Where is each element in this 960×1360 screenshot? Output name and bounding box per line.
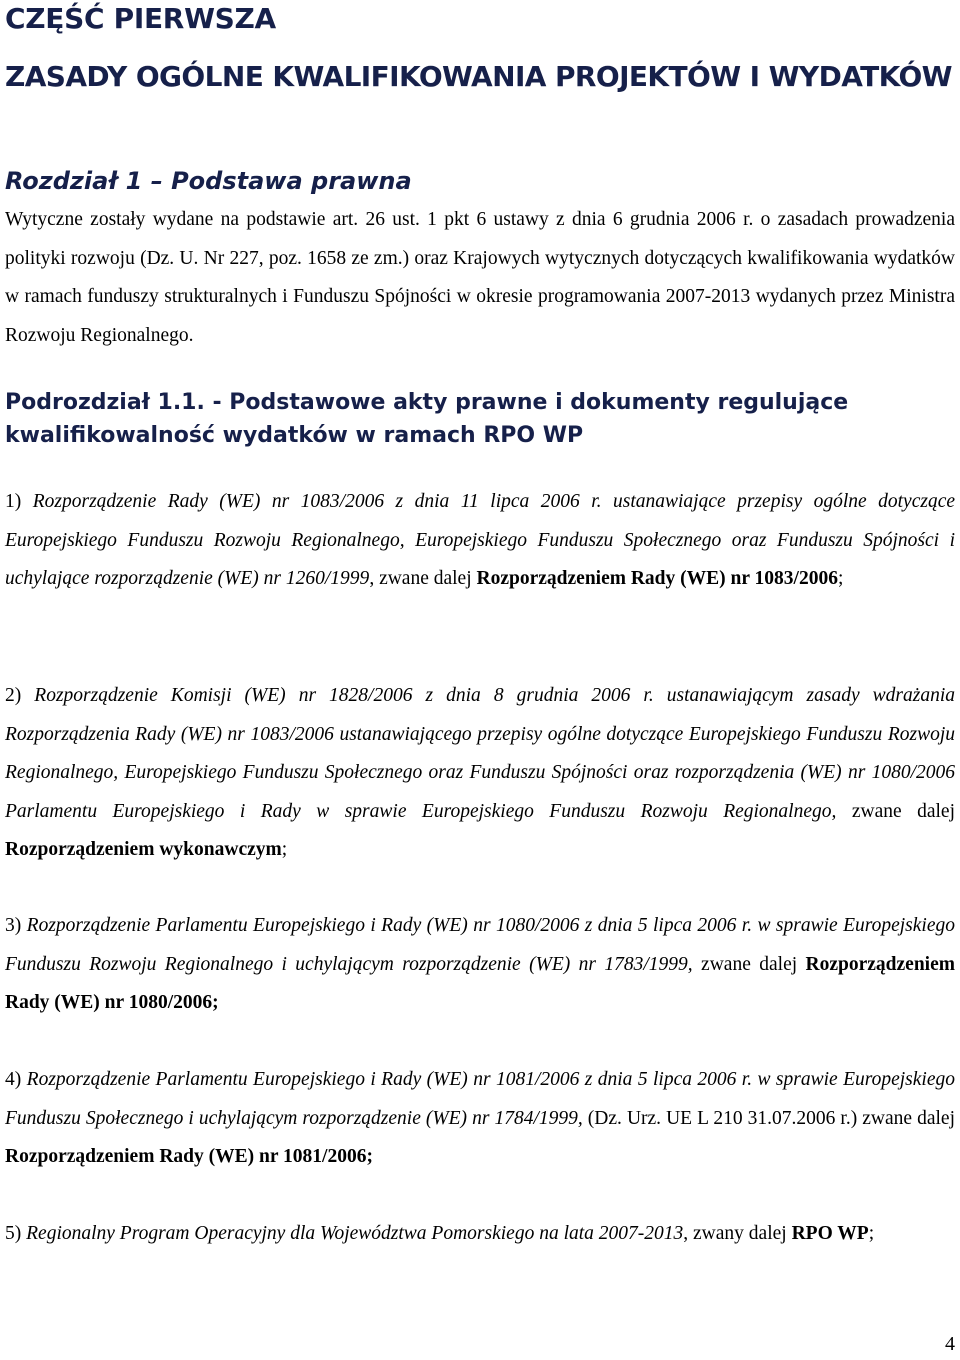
subchapter-title: Podrozdział 1.1. - Podstawowe akty prawne i dokumenty regulujące kwalifikowalność wydatków w ramach RPO WP [5, 390, 849, 448]
item-title: Rozporządzenie Parlamentu Europejskiego i Rady (WE) nr 1081/2006 z dnia 5 lipca 2006 r. w sprawie Europejskiego Funduszu Społecznego i uchylającym rozporządzenie (WE) nr 1784/1999, [5, 1069, 955, 1129]
item-mid-text: , zwane dalej [369, 568, 477, 589]
item-number: 4) [5, 1069, 22, 1090]
item-short-name: Rozporządzeniem Rady (WE) nr 1081/2006; [5, 1146, 373, 1167]
item-number: 1) [5, 491, 22, 512]
item-number: 2) [5, 685, 22, 706]
item-title: Rozporządzenie Komisji (WE) nr 1828/2006 z dnia 8 grudnia 2006 r. ustanawiającym zasady wdrażania Rozporządzenia Rady (WE) nr 1083/2006 ustanawiającego przepisy ogólne dotyczące Europejskiego Funduszu Rozwoju Regionalnego, Europejskiego Funduszu Społecznego oraz Funduszu Spójności oraz rozporządzenia (WE) nr 1080/2006 Parlamentu Europejskiego i Rady w sprawie Europejskiego Funduszu Rozwoju Regionalnego, [5, 685, 955, 822]
item-short-name: Rozporządzeniem wykonawczym [5, 839, 282, 860]
item-mid-text: , zwany dalej [683, 1223, 792, 1244]
section-title: ZASADY OGÓLNE KWALIFIKOWANIA PROJEKTÓW I WYDATKÓW [5, 60, 952, 93]
list-item [5, 677, 955, 870]
item-title: Regionalny Program Operacyjny dla Województwa Pomorskiego na lata 2007-2013 [26, 1223, 684, 1244]
item-number: 3) [5, 915, 22, 936]
list-item [5, 1215, 955, 1254]
page-number: 4 [945, 1333, 955, 1355]
item-end: ; [837, 568, 844, 589]
item-short-name: RPO WP [791, 1223, 869, 1244]
item-end: ; [281, 839, 288, 860]
item-mid-text: zwane dalej [836, 800, 955, 822]
list-item [5, 483, 955, 599]
list-item [5, 1061, 955, 1177]
item-title: Rozporządzenie Rady (WE) nr 1083/2006 z dnia 11 lipca 2006 r. ustanawiające przepisy ogólne dotyczące Europejskiego Funduszu Rozwoju Regionalnego, Europejskiego Funduszu Społecznego oraz Funduszu Spójności i uchylające rozporządzenie (WE) nr 1260/1999 [5, 491, 956, 589]
intro-paragraph: Wytyczne zostały wydane na podstawie art. 26 ust. 1 pkt 6 ustawy z dnia 6 grudnia 2006 r. o zasadach prowadzenia polityki rozwoju (Dz. U. Nr 227, poz. 1658 ze zm.) oraz Krajowych wytycznych dotyczących kwalifikowania wydatków w ramach funduszy strukturalnych i Funduszu Spójności w okresie programowania 2007-2013 wydanych przez Ministra Rozwoju Regionalnego. [5, 209, 955, 346]
list-item [5, 907, 955, 1023]
item-mid-text: zwane dalej [692, 953, 806, 975]
item-end: ; [868, 1223, 875, 1244]
item-title: Rozporządzenie Parlamentu Europejskiego i Rady (WE) nr 1080/2006 z dnia 5 lipca 2006 r. w sprawie Europejskiego Funduszu Rozwoju Regionalnego i uchylającym rozporządzenie (WE) nr 1783/1999, [5, 915, 955, 975]
item-short-name: Rozporządzeniem Rady (WE) nr 1080/2006; [5, 953, 955, 1013]
item-number: 5) [5, 1223, 22, 1244]
part-title: CZĘŚĆ PIERWSZA [5, 2, 276, 35]
chapter-title: Rozdział 1 – Podstawa prawna [5, 167, 412, 195]
item-short-name: Rozporządzeniem Rady (WE) nr 1083/2006 [476, 568, 838, 589]
item-mid-text: (Dz. Urz. UE L 210 31.07.2006 r.) zwane dalej [582, 1107, 955, 1129]
